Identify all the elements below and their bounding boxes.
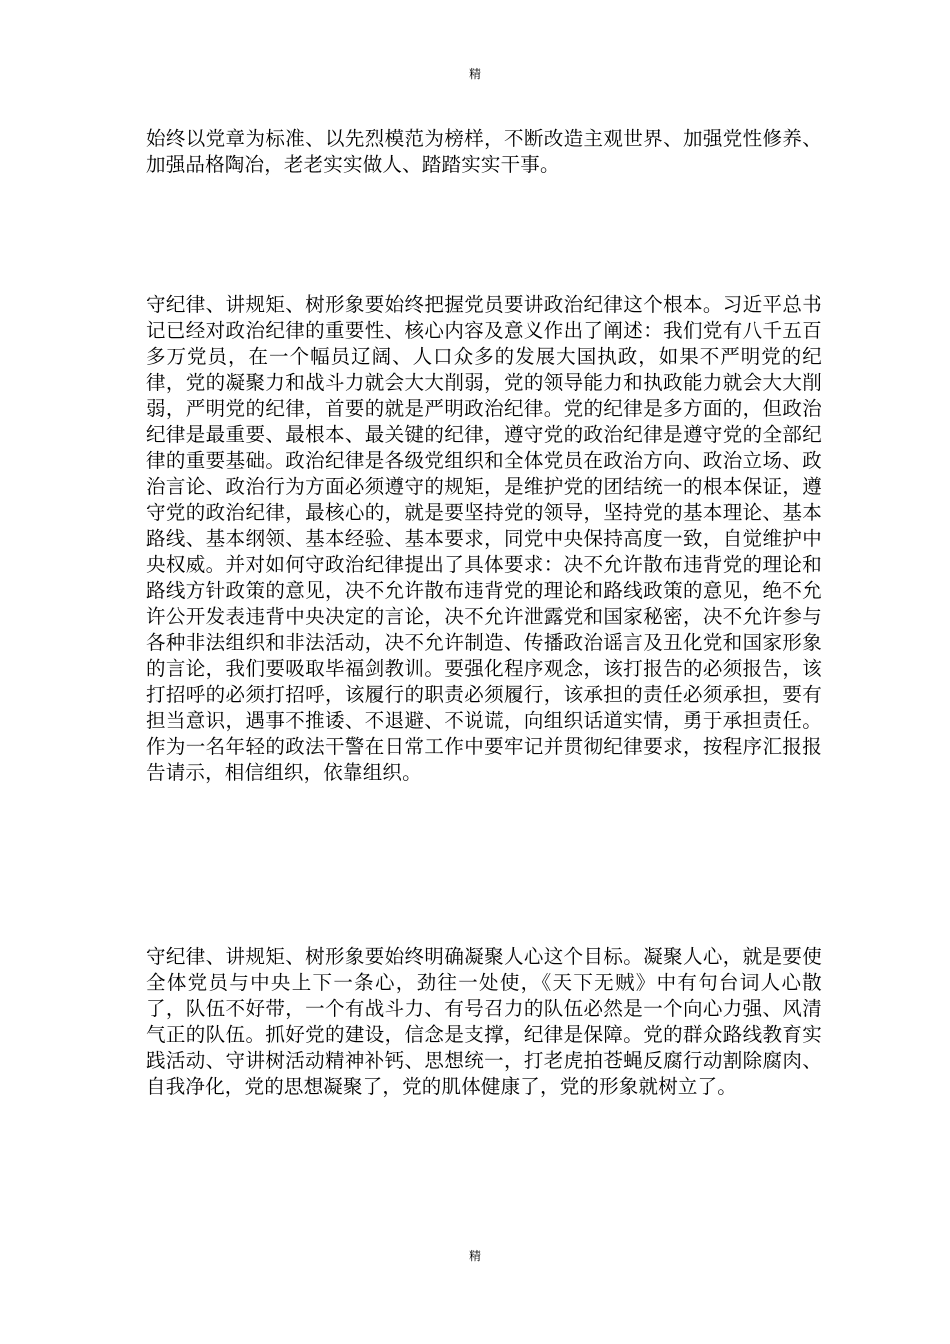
body-paragraph-1: 始终以党章为标准、以先烈模范为榜样，不断改造主观世界、加强党性修养、加强品格陶冶，老老实实做人、踏踏实实干事。 [146,127,822,176]
body-paragraph-2: 守纪律、讲规矩、树形象要始终把握党员要讲政治纪律这个根本。习近平总书记已经对政治纪律的重要性、核心内容及意义作出了阐述：我们党有八千五百多万党员，在一个幅员辽阔、人口众多的发展大国执政，如果不严明党的纪律，党的凝聚力和战斗力就会大大削弱，党的领导能力和执政能力就会大大削弱，严明党的纪律，首要的就是严明政治纪律。党的纪律是多方面的，但政治纪律是最重要、最根本、最关键的纪律，遵守党的政治纪律是遵守党的全部纪律的重要基础。政治纪律是各级党组织和全体党员在政治方向、政治立场、政治言论、政治行为方面必须遵守的规矩，是维护党的团结统一的根本保证，遵守党的政治纪律，最核心的，就是要坚持党的领导，坚持党的基本理论、基本路线、基本纲领、基本经验、基本要求，同党中央保持高度一致，自觉维护中央权威。并对如何守政治纪律提出了具体要求：决不允许散布违背党的理论和路线方针政策的意见，决不允许散布违背党的理论和路线政策的意见，绝不允许公开发表违背中央决定的言论，决不允许泄露党和国家秘密，决不允许参与各种非法组织和非法活动，决不允许制造、传播政治谣言及丑化党和国家形象的言论，我们要吸取毕福剑教训。要强化程序观念，该打报告的必须报告，该打招呼的必须打招呼，该履行的职责必须履行，该承担的责任必须承担，要有担当意识，遇事不推诿、不退避、不说谎，向组织话道实情，勇于承担责任。作为一名年轻的政法干警在日常工作中要牢记并贯彻纪律要求，按程序汇报报告请示，相信组织，依靠组织。 [146,293,822,784]
body-paragraph-3: 守纪律、讲规矩、树形象要始终明确凝聚人心这个目标。凝聚人心，就是要使全体党员与中央上下一条心，劲往一处使，《天下无贼》中有句台词人心散了，队伍不好带，一个有战斗力、有号召力的队伍必然是一个向心力强、风清气正的队伍。抓好党的建设，信念是支撑，纪律是保障。党的群众路线教育实践活动、守讲树活动精神补钙、思想统一，打老虎拍苍蝇反腐行动割除腐肉、自我净化，党的思想凝聚了，党的肌体健康了，党的形象就树立了。 [146,945,822,1098]
page-header-mark: 精 [468,67,481,81]
page-footer-mark: 精 [468,1249,481,1263]
